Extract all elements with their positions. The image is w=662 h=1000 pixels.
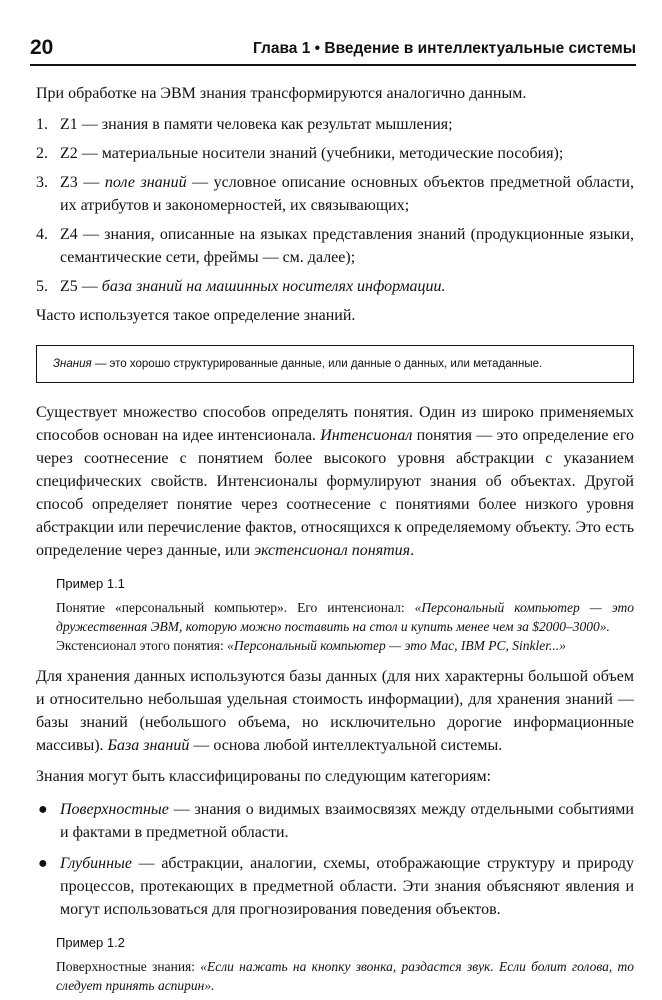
- page-number: 20: [30, 36, 54, 59]
- page-body: [36, 82, 634, 995]
- example-text: Поверхностные знания: «Если нажать на кнопку звонка, раздастся звук. Если болит голова, то следует принять аспирин».: [56, 959, 634, 993]
- paragraph-databases: Для хранения данных используются базы данных (для них характерны большой объем и относительно небольшая удельная стоимость информации), для хранения знаний — базы знаний (небольшого объема, но исключительно дорогие информационные массивы). База знаний — основа любой интеллектуальной системы.: [36, 668, 634, 754]
- list-item: 2. Z2 — материальные носители знаний (учебники, методические пособия);: [36, 145, 564, 162]
- running-header: [30, 34, 636, 66]
- paragraph-definition-lead: Часто используется такое определение знаний.: [36, 307, 356, 324]
- list-item: ● Глубинные — абстракции, аналогии, схемы, отображающие структуру и природу процессов, протекающих в предметной области. Эти знания объясняют явления и могут использоваться для прогнозирования поведения объектов.: [36, 852, 634, 921]
- list-item: 3. Z3 — поле знаний — условное описание основных объектов предметной области, их атрибутов и закономерностей, их связывающих;: [36, 174, 634, 214]
- definition-box: Знания — это хорошо структурированные данные, или данные о данных, или метаданные.: [36, 345, 634, 383]
- paragraph-categories-lead: Знания могут быть классифицированы по следующим категориям:: [36, 768, 492, 785]
- example-text: Понятие «персональный компьютер». Его интенсионал: «Персональный компьютер — это дружественная ЭВМ, которую можно поставить на стол и купить менее чем за $2000–3000».: [56, 600, 634, 634]
- paragraph-intension: Существует множество способов определять понятия. Один из широко применяемых способов основан на идее интенсионала. Интенсионал понятия — это определение его через соотнесение с понятием более высокого уровня абстракции с указанием специфических свойств. Интенсионалы формулируют знания об объектах. Другой способ определяет понятие через соотнесение с понятиями более низкого уровня абстракции или перечисление фактов, относящихся к определяемому объекту. Это есть определение через данные, или экстенсионал понятия.: [36, 404, 634, 559]
- bullet-icon: ●: [38, 801, 48, 818]
- list-item: 5. Z5 — база знаний на машинных носителях информации.: [36, 278, 446, 295]
- example-heading: Пример 1.1: [56, 576, 125, 591]
- list-item: ● Поверхностные — знания о видимых взаимосвязях между отдельными событиями и фактами в предметной области.: [36, 798, 634, 844]
- example-heading: Пример 1.2: [56, 935, 125, 950]
- list-item: 1. Z1 — знания в памяти человека как результат мышления;: [36, 116, 453, 133]
- chapter-title: Глава 1 • Введение в интеллектуальные системы: [252, 40, 636, 57]
- paragraph-intro: При обработке на ЭВМ знания трансформируются аналогично данным.: [36, 85, 527, 102]
- list-item: 4. Z4 — знания, описанные на языках представления знаний (продукционные языки, семантические сети, фреймы — см. далее);: [36, 226, 634, 266]
- example-1-2: [56, 931, 634, 995]
- example-1-1: [56, 572, 634, 655]
- bullet-icon: ●: [38, 855, 48, 872]
- knowledge-forms-list: [36, 113, 634, 298]
- categories-list: [36, 798, 634, 921]
- example-text: Экстенсионал этого понятия: «Персональный компьютер — это Mac, IBM PC, Sinkler...»: [56, 638, 566, 653]
